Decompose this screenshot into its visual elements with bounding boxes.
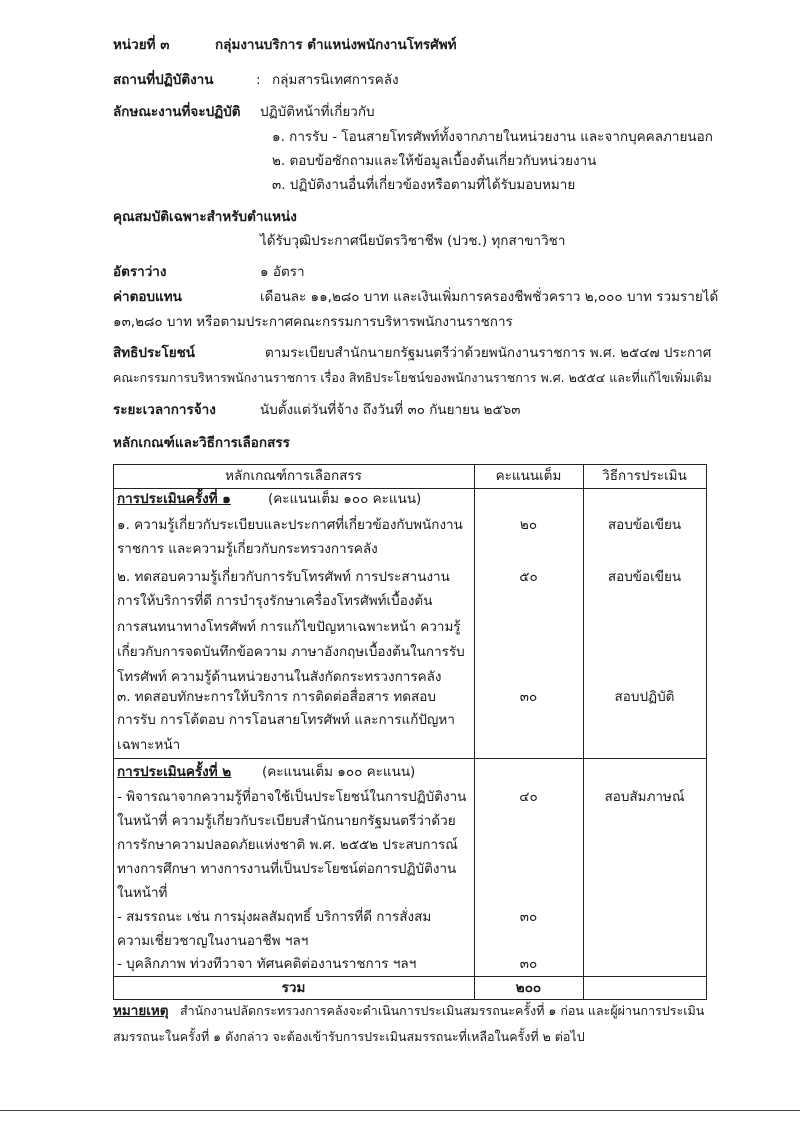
duty-item: ๓. ปฏิบัติงานอื่นที่เกี่ยวข้องหรือตามที่ได้รับมอบหมาย xyxy=(272,177,576,193)
criteria-line: - พิจารณาจากความรู้ที่อาจใช้เป็นประโยชน์ในการปฏิบัติงาน xyxy=(117,789,467,805)
criteria-line: การรับ การโต้ตอบ การโอนสายโทรศัพท์ และการแก้ปัญหา xyxy=(117,712,455,728)
score: ๓๐ xyxy=(519,909,538,925)
criteria-line: เฉพาะหน้า xyxy=(117,737,181,753)
compensation-line-1: เดือนละ ๑๑,๒๘๐ บาท และเงินเพิ่มการครองชีพชั่วคราว ๒,๐๐๐ บาท รวมรายได้ xyxy=(260,289,719,305)
criteria-line: ๑. ความรู้เกี่ยวกับระเบียบและประกาศที่เกี่ยวข้องกับพนักงาน xyxy=(117,517,463,533)
score: ๔๐ xyxy=(519,789,538,805)
duty-item: ๑. การรับ - โอนสายโทรศัพท์ทั้งจากภายในหน่วยงาน และจากบุคคลภายนอก xyxy=(272,129,713,145)
benefits-label: สิทธิประโยชน์ xyxy=(113,345,196,361)
qualifications-label: คุณสมบัติเฉพาะสำหรับตำแหน่ง xyxy=(113,209,297,225)
location-separator: : xyxy=(256,72,261,88)
duration-label: ระยะเวลาการจ้าง xyxy=(113,402,216,418)
criteria-heading: หลักเกณฑ์และวิธีการเลือกสรร xyxy=(113,435,290,451)
location-label: สถานที่ปฏิบัติงาน xyxy=(113,72,214,88)
unit-label: หน่วยที่ ๓ xyxy=(113,37,170,53)
unit-title: กลุ่มงานบริการ ตำแหน่งพนักงานโทรศัพท์ xyxy=(215,37,457,53)
criteria-line: ราชการ และความรู้เกี่ยวกับกระทรวงการคลัง xyxy=(117,541,378,557)
total-label: รวม xyxy=(281,980,306,996)
page-bottom-line xyxy=(0,1110,800,1111)
criteria-line: ทางการศึกษา ทางการงานที่เป็นประโยชน์ต่อการปฏิบัติงาน xyxy=(117,861,457,877)
criteria-line: - บุคลิกภาพ ท่วงทีวาจา ทัศนคติต่องานราชการ ฯลฯ xyxy=(117,956,417,972)
score: ๓๐ xyxy=(519,689,538,705)
benefits-line-1: ตามระเบียบสำนักนายกรัฐมนตรีว่าด้วยพนักงานราชการ พ.ศ. ๒๕๔๗ ประกาศ xyxy=(265,345,712,361)
criteria-line: ในหน้าที่ xyxy=(117,885,168,901)
method: สอบข้อเขียน xyxy=(607,517,682,533)
method: สอบข้อเขียน xyxy=(607,569,682,585)
criteria-line: ๒. ทดสอบความรู้เกี่ยวกับการรับโทรศัพท์ การประสานงาน xyxy=(117,569,450,585)
note-line-1: สำนักงานปลัดกระทรวงการคลังจะดำเนินการประเมินสมรรถนะครั้งที่ ๑ ก่อน และผู้ผ่านการประเมิน xyxy=(180,1003,705,1018)
criteria-line: - สมรรถนะ เช่น การมุ่งผลสัมฤทธิ์ บริการที่ดี การสั่งสม xyxy=(117,909,432,925)
method: สอบปฏิบัติ xyxy=(614,689,675,705)
score: ๕๐ xyxy=(519,569,538,585)
score: ๒๐ xyxy=(519,517,538,533)
vacancy-value: ๑ อัตรา xyxy=(260,264,305,280)
note-line-2: สมรรถนะในครั้งที่ ๑ ดังกล่าว จะต้องเข้ารับการประเมินสมรรถนะที่เหลือในครั้งที่ ๒ ต่อไป xyxy=(113,1029,585,1044)
criteria-line: การให้บริการที่ดี การบำรุงรักษาเครื่องโทรศัพท์เบื้องต้น xyxy=(117,593,433,609)
section-1-note: (คะแนนเต็ม ๑๐๐ คะแนน) xyxy=(268,491,422,507)
score: ๓๐ xyxy=(519,956,538,972)
duty-item: ๒. ตอบข้อซักถามและให้ข้อมูลเบื้องต้นเกี่ยวกับหน่วยงาน xyxy=(272,153,597,169)
section-2-title: การประเมินครั้งที่ ๒ xyxy=(117,764,232,780)
method: สอบสัมภาษณ์ xyxy=(604,789,685,805)
header-method: วิธีการประเมิน xyxy=(602,468,687,484)
location-value: กลุ่มสารนิเทศการคลัง xyxy=(272,72,399,88)
section-1-title: การประเมินครั้งที่ ๑ xyxy=(117,491,231,507)
total-value: ๒๐๐ xyxy=(515,980,542,996)
duration-value: นับตั้งแต่วันที่จ้าง ถึงวันที่ ๓๐ กันยายน ๒๕๖๓ xyxy=(260,402,521,418)
compensation-line-2: ๑๓,๒๘๐ บาท หรือตามประกาศคณะกรรมการบริหารพนักงานราชการ xyxy=(113,314,513,330)
duties-intro: ปฏิบัติหน้าที่เกี่ยวกับ xyxy=(260,104,375,120)
vacancy-label: อัตราว่าง xyxy=(113,264,167,280)
qualifications-value: ได้รับวุฒิประกาศนียบัตรวิชาชีพ (ปวช.) ทุกสาขาวิชา xyxy=(260,233,566,249)
note-label: หมายเหตุ xyxy=(113,1003,169,1019)
header-full-score: คะแนนเต็ม xyxy=(495,468,562,484)
compensation-label: ค่าตอบแทน xyxy=(113,289,182,305)
criteria-line: โทรศัพท์ ความรู้ด้านหน่วยงานในสังกัดกระทรวงการคลัง xyxy=(117,669,442,685)
criteria-line: ความเชี่ยวชาญในงานอาชีพ ฯลฯ xyxy=(117,933,309,949)
criteria-line: ในหน้าที่ ความรู้เกี่ยวกับระเบียบสำนักนายกรัฐมนตรีว่าด้วย xyxy=(117,813,456,829)
section-2-note: (คะแนนเต็ม ๑๐๐ คะแนน) xyxy=(262,764,416,780)
benefits-line-2: คณะกรรมการบริหารพนักงานราชการ เรื่อง สิทธิประโยชน์ของพนักงานราชการ พ.ศ. ๒๕๕๔ และที่แก้ไขเพิ่มเติม xyxy=(113,370,712,385)
header-criteria: หลักเกณฑ์การเลือกสรร xyxy=(225,468,362,484)
duties-label: ลักษณะงานที่จะปฏิบัติ xyxy=(113,104,241,120)
criteria-line: การสนทนาทางโทรศัพท์ การแก้ไขปัญหาเฉพาะหน้า ความรู้ xyxy=(117,619,461,635)
criteria-line: การรักษาความปลอดภัยแห่งชาติ พ.ศ. ๒๕๕๒ ประสบการณ์ xyxy=(117,837,458,853)
criteria-line: ๓. ทดสอบทักษะการให้บริการ การติดต่อสื่อสาร ทดสอบ xyxy=(117,689,436,705)
criteria-line: เกี่ยวกับการจดบันทึกข้อความ ภาษาอังกฤษเบื้องต้นในการรับ xyxy=(117,644,465,660)
